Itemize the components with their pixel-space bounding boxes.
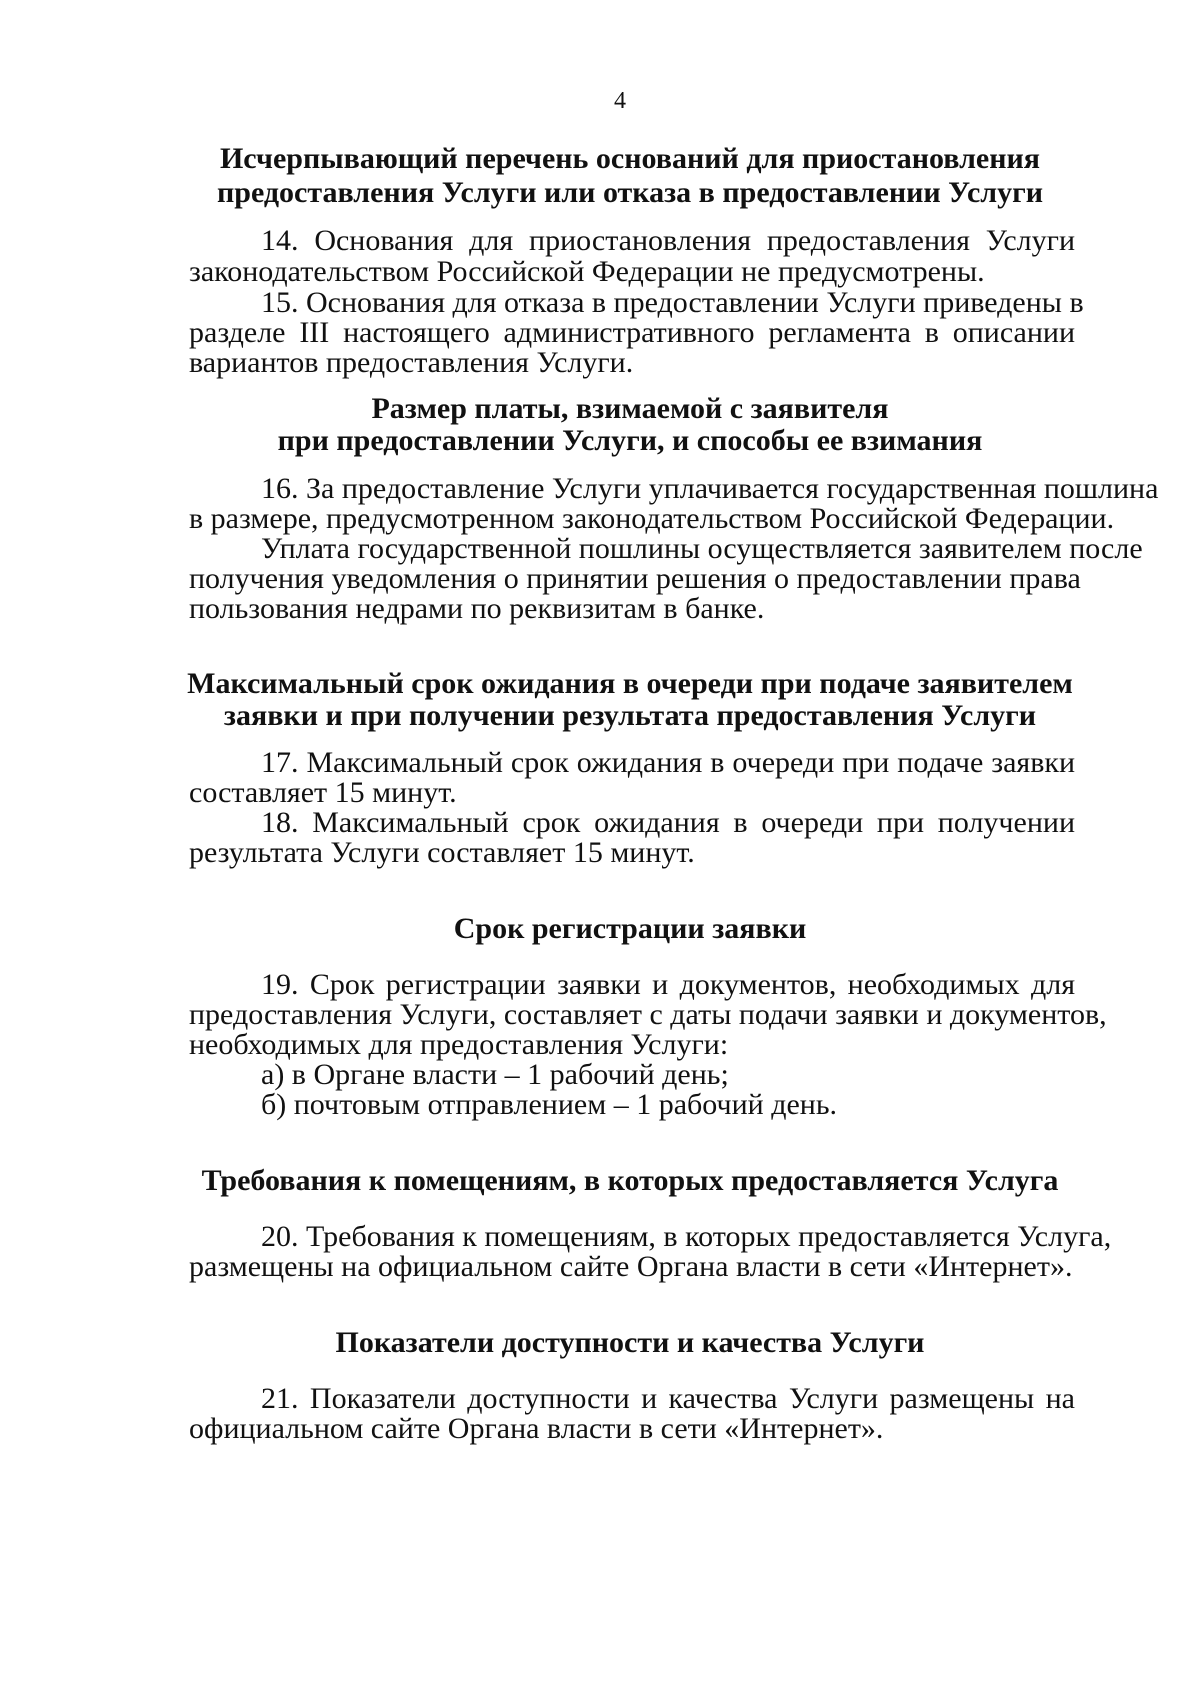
- paragraph-19-line: предоставления Услуги, составляет с даты подачи заявки и документов,: [189, 998, 1107, 1031]
- paragraph-18-line: результата Услуги составляет 15 минут.: [189, 836, 695, 869]
- paragraph-16-cont-line: получения уведомления о принятии решения о предоставлении права: [189, 562, 1081, 595]
- paragraph-21-line: 21. Показатели доступности и качества Услуги размещены на: [261, 1382, 1075, 1415]
- paragraph-14-line: законодательством Российской Федерации не предусмотрены.: [189, 255, 985, 288]
- paragraph-14-line: 14. Основания для приостановления предоставления Услуги: [261, 224, 1075, 257]
- section-heading-line: Срок регистрации заявки: [453, 912, 807, 945]
- paragraph-20-line: 20. Требования к помещениям, в которых предоставляется Услуга,: [261, 1220, 1112, 1253]
- list-item-a: а) в Органе власти – 1 рабочий день;: [261, 1058, 729, 1091]
- paragraph-19-line: необходимых для предоставления Услуги:: [189, 1028, 729, 1061]
- section-heading-line: Показатели доступности и качества Услуги: [335, 1326, 925, 1359]
- paragraph-15-line: разделе III настоящего административного регламента в описании: [189, 316, 1075, 349]
- section-heading-line: Размер платы, взимаемой с заявителя: [371, 392, 889, 425]
- paragraph-16-line: в размере, предусмотренном законодательством Российской Федерации.: [189, 502, 1115, 535]
- section-heading-line: заявки и при получении результата предоставления Услуги: [223, 699, 1037, 732]
- paragraph-16-line: 16. За предоставление Услуги уплачивается государственная пошлина: [261, 472, 1159, 505]
- paragraph-20-line: размещены на официальном сайте Органа власти в сети «Интернет».: [189, 1250, 1073, 1283]
- section-heading-line: при предоставлении Услуги, и способы ее взимания: [277, 424, 983, 457]
- paragraph-15-line: 15. Основания для отказа в предоставлении Услуги приведены в: [261, 286, 1084, 319]
- paragraph-16-cont-line: Уплата государственной пошлины осуществляется заявителем после: [261, 532, 1143, 565]
- section-heading-line: Требования к помещениям, в которых предоставляется Услуга: [201, 1164, 1059, 1197]
- section-heading-line: предоставления Услуги или отказа в предоставлении Услуги: [216, 176, 1044, 209]
- list-item-b: б) почтовым отправлением – 1 рабочий день.: [261, 1088, 838, 1121]
- section-heading-line: Исчерпывающий перечень оснований для приостановления: [219, 142, 1041, 175]
- paragraph-18-line: 18. Максимальный срок ожидания в очереди при получении: [261, 806, 1075, 839]
- section-heading-line: Максимальный срок ожидания в очереди при подаче заявителем: [187, 667, 1073, 700]
- paragraph-16-cont-line: пользования недрами по реквизитам в банке.: [189, 592, 765, 625]
- paragraph-21-line: официальном сайте Органа власти в сети «Интернет».: [189, 1412, 884, 1445]
- paragraph-17-line: 17. Максимальный срок ожидания в очереди при подаче заявки: [261, 746, 1075, 779]
- paragraph-15-line: вариантов предоставления Услуги.: [189, 346, 634, 379]
- page-number: 4: [614, 88, 626, 114]
- paragraph-19-line: 19. Срок регистрации заявки и документов, необходимых для: [261, 968, 1075, 1001]
- paragraph-17-line: составляет 15 минут.: [189, 776, 457, 809]
